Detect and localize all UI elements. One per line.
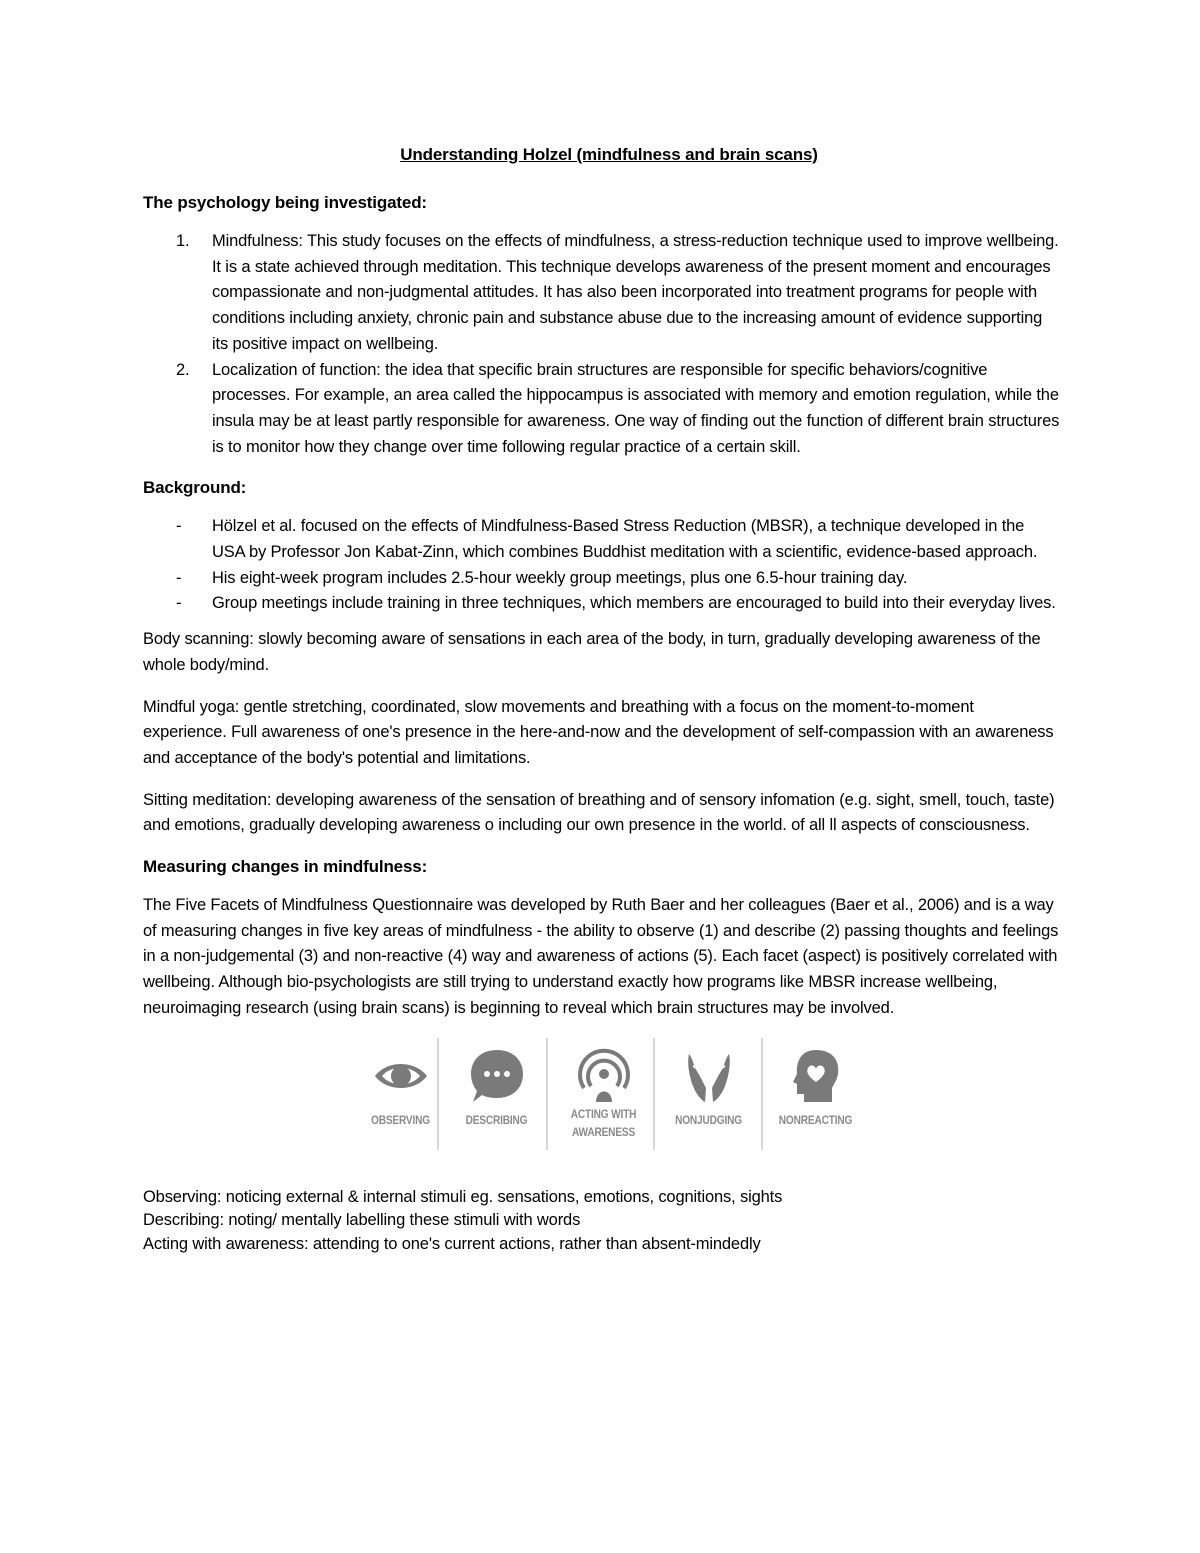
list-item: [143, 358, 1061, 461]
facet-divider: [653, 1038, 655, 1150]
list-item: [143, 591, 1061, 617]
list-dash: -: [176, 517, 182, 536]
document-title: Understanding Holzel (mindfulness and brain scans): [400, 145, 818, 164]
list-dash: -: [176, 594, 182, 613]
list-item-text: His eight-week program includes 2.5-hour weekly group meetings, plus one 6.5-hour training day.: [212, 568, 908, 587]
facet-label: ACTING WITH AWARENESS: [570, 1108, 637, 1139]
list-item-text: Hölzel et al. focused on the effects of Mindfulness-Based Stress Reduction (MBSR), a technique developed in the USA by Professor Jon Kabat-Zinn, which combines Buddhist meditation with a scientific, evidence-based approach.: [212, 517, 1038, 562]
facet-acting-with-awareness: [551, 1038, 656, 1156]
facet-divider: [437, 1038, 439, 1150]
sitting-meditation-paragraph: Sitting meditation: developing awareness of the sensation of breathing and of sensory infomation (e.g. sight, smell, touch, taste) and emotions, gradually developing awareness o including our own presence in the world. of all ll aspects of consciousness.: [143, 790, 1055, 835]
background-list: [143, 514, 1061, 617]
list-item: [143, 566, 1061, 592]
eye-icon: [373, 1048, 429, 1104]
definition-acting-with-awareness: Acting with awareness: attending to one's current actions, rather than absent-mindedly: [143, 1235, 761, 1254]
document-content: [143, 143, 1061, 1257]
list-item: [143, 514, 1061, 565]
body-scanning-paragraph: Body scanning: slowly becoming aware of sensations in each area of the body, in turn, gradually developing awareness of the whole body/mind.: [143, 630, 1041, 674]
head-heart-icon: [788, 1048, 844, 1104]
facet-describing: [444, 1038, 549, 1156]
list-item-text: Localization of function: the idea that specific brain structures are responsible for specific behaviors/cognitive processes. For example, an area called the hippocampus is associated with memory and emotion regulation, while the insula may be at least partly responsible for awareness. One way of finding out the function of different brain structures is to monitor how they change over time following regular practice of a certain skill.: [212, 360, 1060, 456]
open-hands-icon: [681, 1048, 737, 1104]
list-item-text: Group meetings include training in three techniques, which members are encouraged to build into their everyday lives.: [212, 594, 1056, 613]
five-facets-figure: [348, 1038, 858, 1156]
list-number: 2.: [176, 360, 190, 379]
speech-bubble-icon: [469, 1048, 525, 1104]
psychology-list: [143, 229, 1061, 460]
psychology-heading: The psychology being investigated:: [143, 193, 427, 212]
list-item: [143, 229, 1061, 358]
facet-nonreacting: [763, 1038, 868, 1156]
definition-describing: Describing: noting/ mentally labelling these stimuli with words: [143, 1211, 581, 1230]
facet-divider: [546, 1038, 548, 1150]
list-number: 1.: [176, 232, 190, 250]
facet-nonjudging: [656, 1038, 761, 1156]
facet-label: NONJUDGING: [675, 1114, 742, 1127]
mindful-yoga-paragraph: Mindful yoga: gentle stretching, coordinated, slow movements and breathing with a focus on the moment-to-moment experience. Full awareness of one's presence in the here-and-now and the development of self-compassion with an awareness and acceptance of the body's potential and limitations.: [143, 697, 1054, 767]
facet-definitions: [143, 1186, 1061, 1257]
radiating-person-icon: [576, 1048, 632, 1104]
measuring-heading: Measuring changes in mindfulness:: [143, 857, 428, 877]
list-item-text: Mindfulness: This study focuses on the effects of mindfulness, a stress-reduction technique used to improve wellbeing. It is a state achieved through meditation. This technique develops awareness of the present moment and encourages compassionate and non-judgmental attitudes. It has also been incorporated into treatment programs for people with conditions including anxiety, chronic pain and substance abuse due to the increasing amount of evidence supporting its positive impact on wellbeing.: [212, 232, 1059, 353]
measuring-paragraph: The Five Facets of Mindfulness Questionnaire was developed by Ruth Baer and her colleagues (Baer et al., 2006) and is a way of measuring changes in five key areas of mindfulness - the ability to observe (1) and describe (2) passing thoughts and feelings in a non-judgemental (3) and non-reactive (4) way and awareness of actions (5). Each facet (aspect) is positively correlated with wellbeing. Although bio-psychologists are still trying to understand exactly how programs like MBSR increase wellbeing, neuroimaging research (using brain scans) is beginning to reveal which brain structures may be involved.: [143, 896, 1059, 1017]
facet-label: DESCRIBING: [465, 1114, 528, 1127]
background-heading: Background:: [143, 478, 247, 498]
facet-label: OBSERVING: [371, 1114, 430, 1127]
definition-observing: Observing: noticing external & internal stimuli eg. sensations, emotions, cognitions, sights: [143, 1187, 783, 1206]
facet-label: NONREACTING: [778, 1114, 853, 1127]
list-dash: -: [176, 568, 182, 587]
